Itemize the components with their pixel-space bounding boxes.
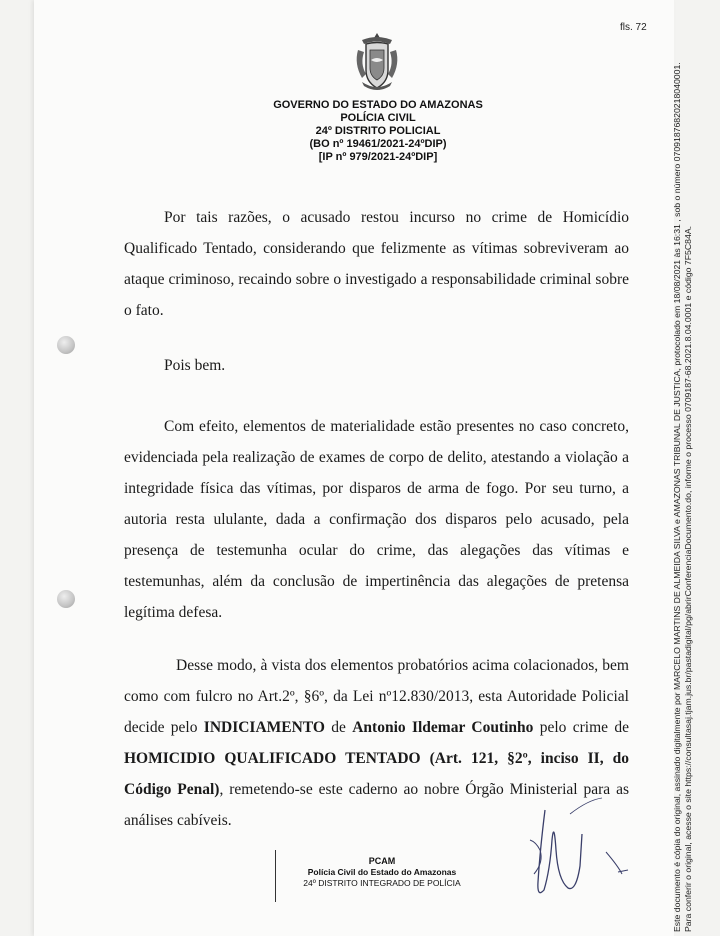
handwritten-signature-icon xyxy=(510,770,650,910)
header-government: GOVERNO DO ESTADO DO AMAZONAS xyxy=(273,99,483,111)
paragraph-2 xyxy=(124,350,629,381)
amazonas-coat-of-arms-icon xyxy=(352,30,402,94)
paragraph-4-crime-intro: pelo crime de xyxy=(533,719,629,736)
stamp-district: 24º DISTRITO INTEGRADO DE POLÍCIA xyxy=(303,878,461,888)
paragraph-4-intro: Desse modo, à vista dos elementos probatórios acima colacionados, bem como com fulcro no Art.2º, §6º, da Lei nº12.830/2013, esta Autoridade Policial decide pelo xyxy=(124,657,629,736)
stamp-divider xyxy=(275,850,276,902)
digital-signature-note xyxy=(672,2,693,932)
header-district: 24º DISTRITO POLICIAL xyxy=(315,125,441,137)
paragraph-1 xyxy=(124,202,629,326)
page-number: fls. 72 xyxy=(620,22,647,33)
stamp-police-name: Polícia Civil do Estado do Amazonas xyxy=(307,867,457,877)
header-ip-number: [IP nº 979/2021-24ºDIP] xyxy=(318,151,438,163)
paragraph-1-text: Por tais razões, o acusado restou incurso no crime de Homicídio Qualificado Tentado, considerando que felizmente as vítimas sobreviveram ao ataque criminoso, recaindo sobre o investigado a responsabilidade criminal sobre o fato. xyxy=(124,209,629,319)
side-note-line-1: Este documento é cópia do original, assinado digitalmente por MARCELO MARTINS DE ALMEIDA SILVA e AMAZONAS TRIBUNAL DE JUSTICA, protocolado em 18/08/2021 às 16:31 , sob o número 07091876820218040001. xyxy=(672,62,682,932)
side-note-line-2: Para conferir o original, acesse o site https://consultasaj.tjam.jus.br/pastadigital/pg/abrirConferenciaDocumento.do, informe o processo 0709187-68.2021.8.04.0001 e código 7F5C84A. xyxy=(682,225,693,932)
crime-classification: HOMICIDIO QUALIFICADO TENTADO (Art. 121, §2º, inciso II, do Código Penal) xyxy=(124,750,629,798)
stamp-pcam: PCAM xyxy=(368,856,396,866)
punch-hole-lower xyxy=(57,590,75,608)
indictment-word: INDICIAMENTO xyxy=(203,719,325,736)
header-police: POLÍCIA CIVIL xyxy=(340,112,416,124)
paragraph-4-closing: , remetendo-se este caderno ao nobre Órgão Ministerial para as análises cabíveis. xyxy=(124,781,629,829)
paragraph-2-text: Pois bem. xyxy=(164,357,226,374)
paragraph-3-text: Com efeito, elementos de materialidade estão presentes no caso concreto, evidenciada pela realização de exames de corpo de delito, atestando a violação a integridade física das vítimas, por disparos de arma de fogo. Por seu turno, a autoria resta ululante, dada a confirmação dos disparos pelo acusado, pela presença de testemunha ocular do crime, das alegações das vítimas e testemunhas, além da conclusão de impertinência das alegações de pretensa legítima defesa. xyxy=(124,418,629,621)
header-bo-number: (BO nº 19461/2021-24ºDIP) xyxy=(309,138,447,150)
police-stamp xyxy=(284,856,480,889)
paragraph-3 xyxy=(124,411,629,628)
accused-name: Antonio Ildemar Coutinho xyxy=(352,719,534,736)
document-header xyxy=(200,99,556,164)
punch-hole-upper xyxy=(57,336,75,354)
paragraph-4-de: de xyxy=(324,719,353,736)
